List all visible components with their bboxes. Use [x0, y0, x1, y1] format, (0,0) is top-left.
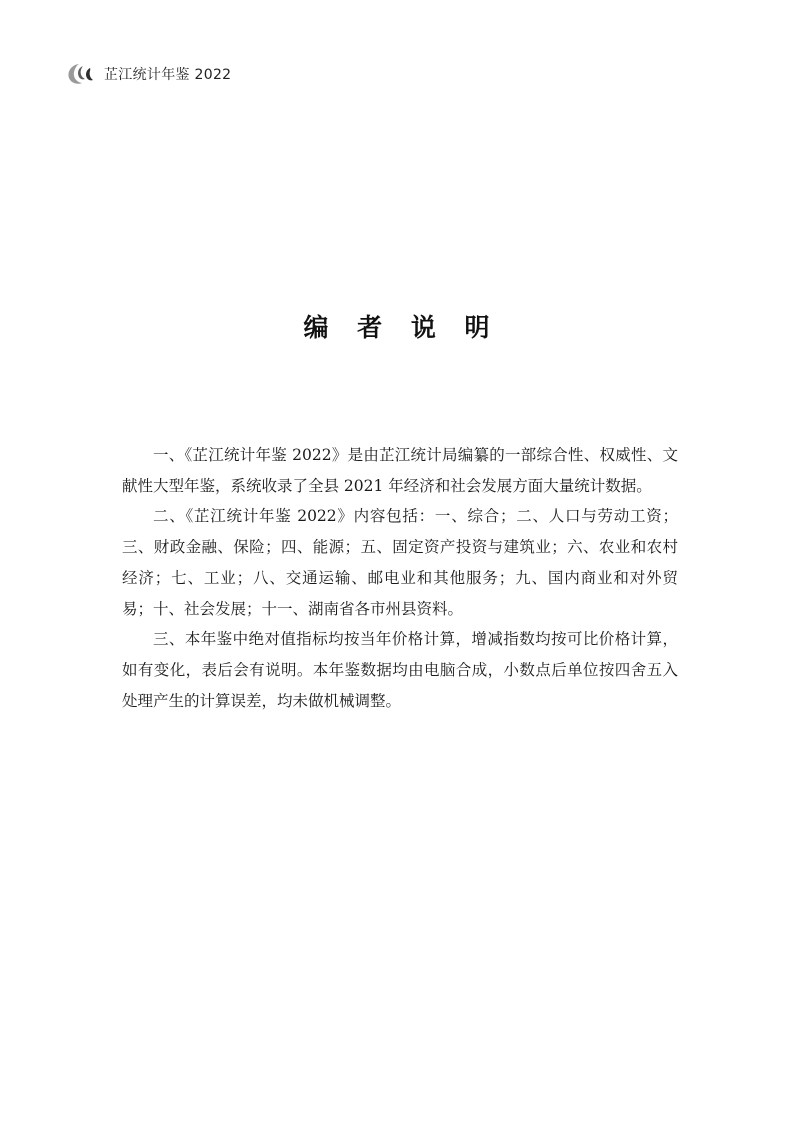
- yearbook-logo-icon: [66, 62, 100, 86]
- running-header: [66, 62, 231, 86]
- paragraph-2: 二、《芷江统计年鉴 2022》内容包括：一、综合；二、人口与劳动工资；三、财政金融、保险；四、能源；五、固定资产投资与建筑业；六、农业和农村经济；七、工业；八、交通运输、邮电业和其他服务；九、国内商业和对外贸易；十、社会发展；十一、湖南省各市州县资料。: [122, 507, 678, 618]
- paragraph-1: 一、《芷江统计年鉴 2022》是由芷江统计局编纂的一部综合性、权威性、文献性大型年鉴，系统收录了全县 2021 年经济和社会发展方面大量统计数据。: [122, 446, 678, 495]
- paragraph-3: 三、本年鉴中绝对值指标均按当年价格计算，增减指数均按可比价格计算，如有变化，表后会有说明。本年鉴数据均由电脑合成，小数点后单位按四舍五入处理产生的计算误差，均未做机械调整。: [122, 630, 678, 710]
- page-title: 编 者 说 明: [303, 313, 500, 342]
- body-text: [122, 440, 678, 716]
- running-title: 芷江统计年鉴 2022: [104, 67, 232, 83]
